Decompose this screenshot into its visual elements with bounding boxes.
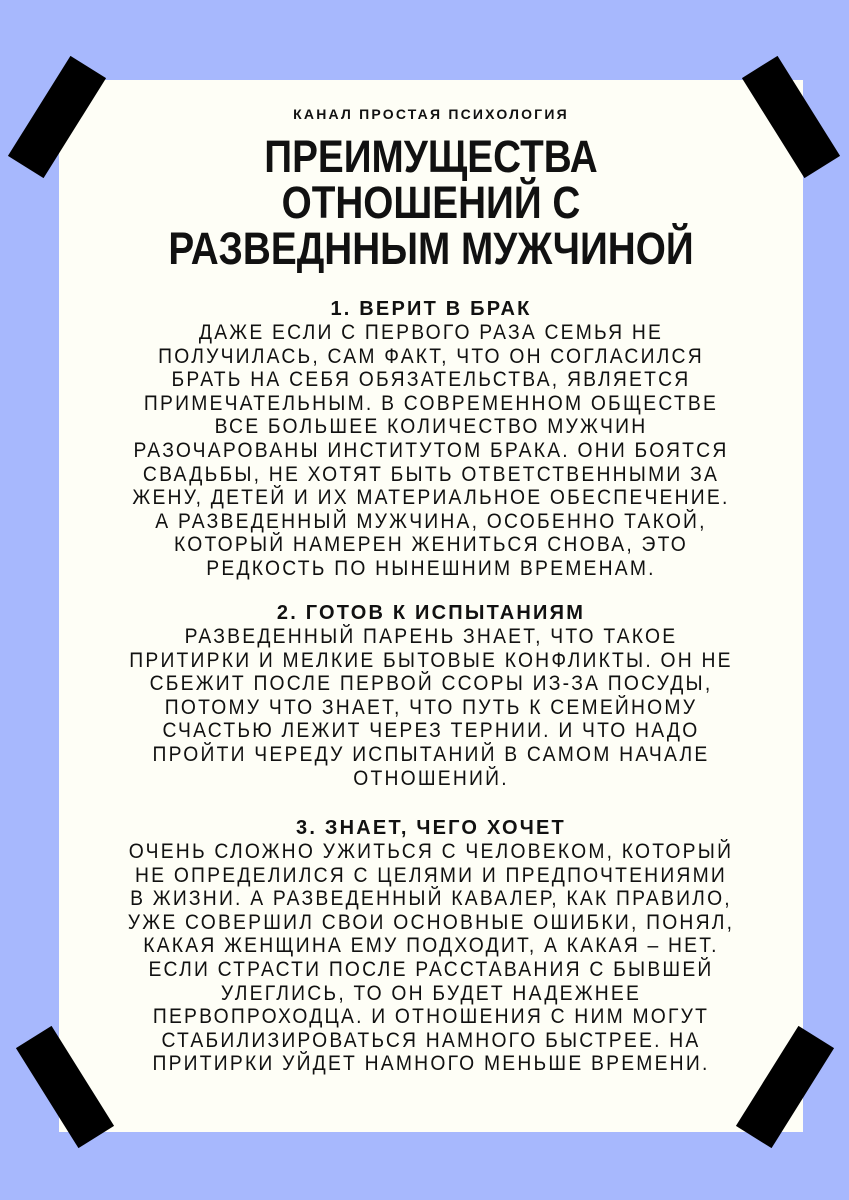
body-text-line: КАКАЯ ЖЕНЩИНА ЕМУ ПОДХОДИТ, А КАКАЯ – НЕТ. — [143, 934, 719, 958]
body-text-line: БРАТЬ НА СЕБЯ ОБЯЗАТЕЛЬСТВА, ЯВЛЯЕТСЯ — [171, 368, 691, 392]
body-text-line: СБЕЖИТ ПОСЛЕ ПЕРВОЙ ССОРЫ ИЗ-ЗА ПОСУДЫ, — [149, 672, 713, 696]
section-2 — [59, 601, 803, 790]
body-text-line: ПОТОМУ ЧТО ЗНАЕТ, ЧТО ПУТЬ К СЕМЕЙНОМУ — [164, 695, 698, 719]
body-text-line: РЕДКОСТЬ ПО НЫНЕШНИМ ВРЕМЕНАМ. — [206, 556, 656, 580]
title-line: ПРЕИМУЩЕСТВА — [264, 131, 598, 182]
body-text-line: ПРИТИРКИ УЙДЕТ НАМНОГО МЕНЬШЕ ВРЕМЕНИ. — [152, 1052, 710, 1076]
section-heading: 2. ГОТОВ К ИСПЫТАНИЯМ — [276, 602, 586, 624]
body-text-line: ПРОЙТИ ЧЕРЕДУ ИСПЫТАНИЙ В САМОМ НАЧАЛЕ — [152, 742, 710, 766]
body-text-line: В ЖИЗНИ. А РАЗВЕДЕННЫЙ КАВАЛЕР, КАК ПРАВИЛО, — [130, 887, 732, 911]
body-text-line: СТАБИЛИЗИРОВАТЬСЯ НАМНОГО БЫСТРЕЕ. НА — [161, 1028, 701, 1052]
section-heading: 1. ВЕРИТ В БРАК — [330, 298, 532, 320]
body-text-line: РАЗВЕДЕННЫЙ ПАРЕНЬ ЗНАЕТ, ЧТО ТАКОЕ — [184, 625, 678, 648]
body-text-line: СЧАСТЬЮ ЛЕЖИТ ЧЕРЕЗ ТЕРНИИ. И ЧТО НАДО — [162, 719, 700, 743]
channel-name: КАНАЛ ПРОСТАЯ ПСИХОЛОГИЯ — [293, 106, 569, 122]
body-text-line: РАЗОЧАРОВАНЫ ИНСТИТУТОМ БРАКА. ОНИ БОЯТСЯ — [133, 438, 729, 462]
section-3 — [59, 816, 803, 1076]
title-line: РАЗВЕДННЫМ МУЖЧИНОЙ — [168, 223, 694, 274]
body-text-line: ДАЖЕ ЕСЛИ С ПЕРВОГО РАЗА СЕМЬЯ НЕ — [198, 321, 664, 344]
body-text-line: УЛЕГЛИСЬ, ТО ОН БУДЕТ НАДЕЖНЕЕ — [220, 981, 642, 1005]
title-line: ОТНОШЕНИЙ С — [281, 177, 581, 228]
body-text-line: ПОЛУЧИЛАСЬ, САМ ФАКТ, ЧТО ОН СОГЛАСИЛСЯ — [158, 344, 704, 368]
body-text-line: ВСЕ БОЛЬШЕЕ КОЛИЧЕСТВО МУЖЧИН — [214, 415, 648, 439]
section-heading: 3. ЗНАЕТ, ЧЕГО ХОЧЕТ — [296, 817, 566, 839]
body-text-line: ОЧЕНЬ СЛОЖНО УЖИТЬСЯ С ЧЕЛОВЕКОМ, КОТОРЫЙ — [128, 840, 734, 863]
body-text-line: ОТНОШЕНИЙ. — [353, 766, 509, 790]
body-text-line: ЖЕНУ, ДЕТЕЙ И ИХ МАТЕРИАЛЬНОЕ ОБЕСПЕЧЕНИЕ. — [132, 486, 730, 510]
body-text-line: КОТОРЫЙ НАМЕРЕН ЖЕНИТЬСЯ СНОВА, ЭТО — [173, 533, 688, 557]
page-title — [59, 131, 803, 274]
body-text-line: НЕ ОПРЕДЕЛИЛСЯ С ЦЕЛЯМИ И ПРЕДПОЧТЕНИЯМИ — [134, 863, 727, 887]
section-1 — [59, 297, 803, 581]
body-text-line: ПЕРВОПРОХОДЦА. И ОТНОШЕНИЯ С НИМ МОГУТ — [152, 1005, 710, 1029]
body-text-line: УЖЕ СОВЕРШИЛ СВОИ ОСНОВНЫЕ ОШИБКИ, ПОНЯЛ, — [127, 910, 735, 934]
body-text-line: СВАДЬБЫ, НЕ ХОТЯТ БЫТЬ ОТВЕТСТВЕННЫМИ ЗА — [142, 462, 720, 486]
body-text-line: ПРИТИРКИ И МЕЛКИЕ БЫТОВЫЕ КОНФЛИКТЫ. ОН НЕ — [129, 648, 733, 672]
body-text-line: А РАЗВЕДЕННЫЙ МУЖЧИНА, ОСОБЕННО ТАКОЙ, — [155, 509, 707, 533]
body-text-line: ПРИМЕЧАТЕЛЬНЫМ. В СОВРЕМЕННОМ ОБЩЕСТВЕ — [143, 391, 719, 415]
body-text-line: ЕСЛИ СТРАСТИ ПОСЛЕ РАССТАВАНИЯ С БЫВШЕЙ — [148, 957, 714, 981]
